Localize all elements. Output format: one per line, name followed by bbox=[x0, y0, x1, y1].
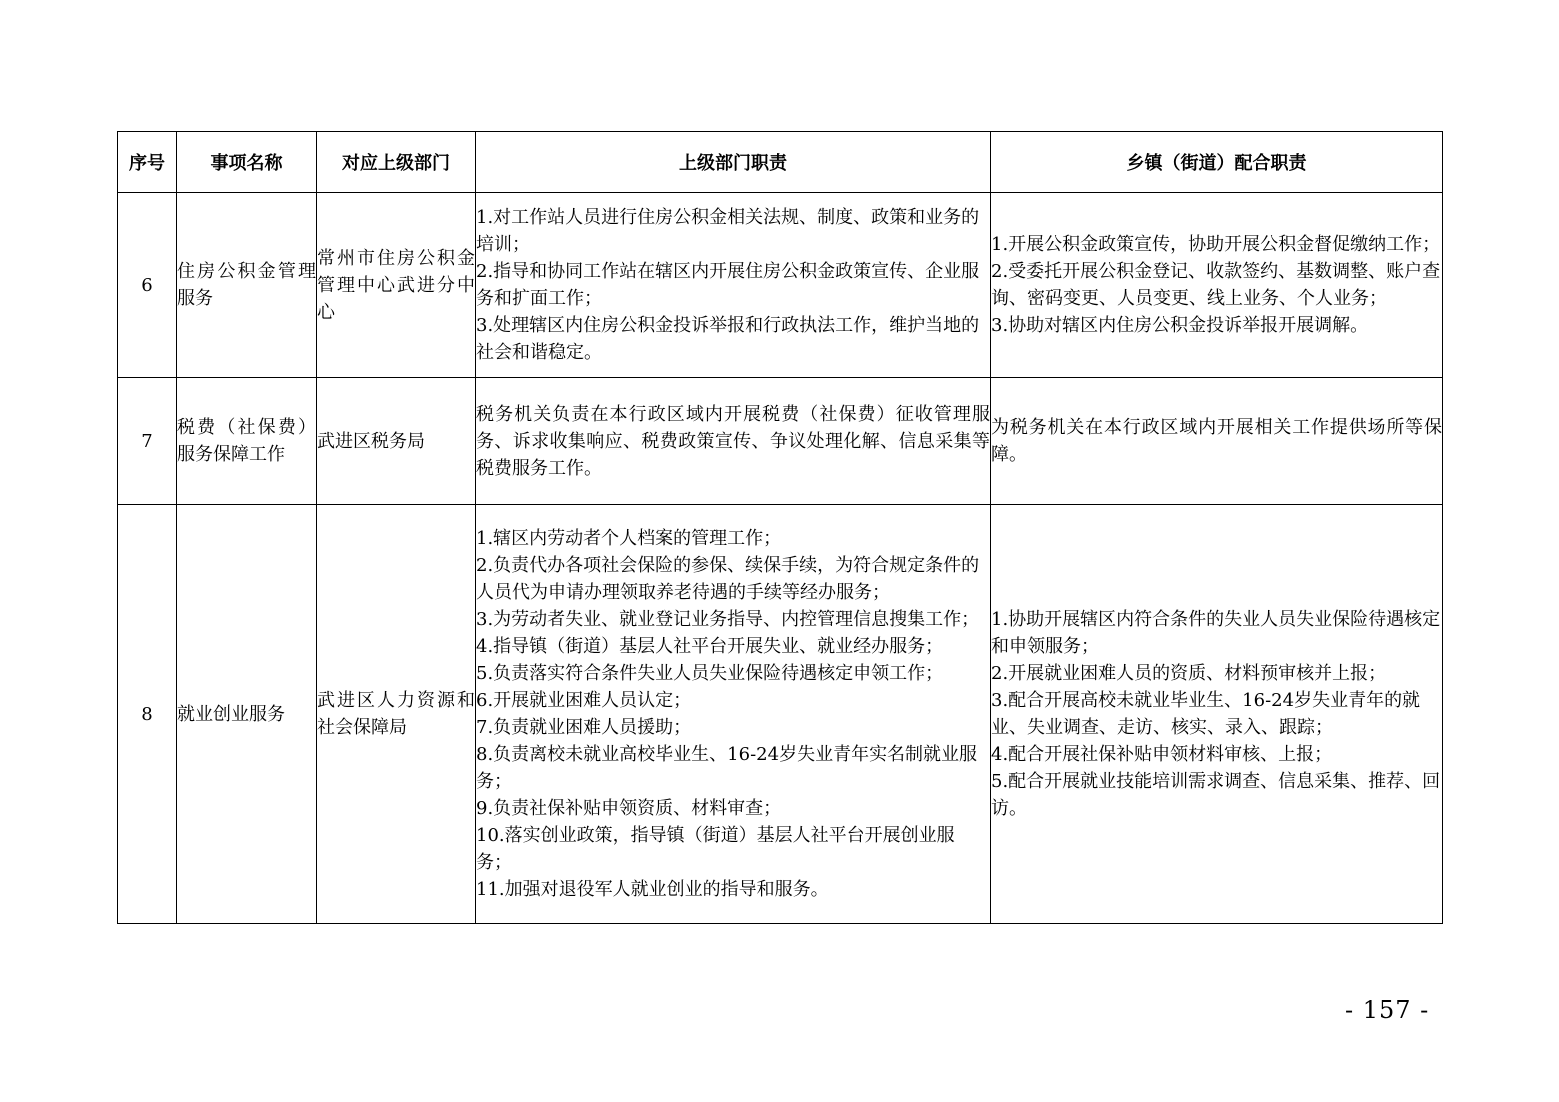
duty-item: 8.负责离校未就业高校毕业生、16-24岁失业青年实名制就业服务； bbox=[476, 744, 978, 792]
header-seq: 序号 bbox=[118, 132, 177, 193]
duty-item: 10.落实创业政策，指导镇（街道）基层人社平台开展创业服务； bbox=[476, 825, 955, 873]
row-upper-duties bbox=[476, 378, 991, 505]
table-row bbox=[118, 193, 1443, 378]
row-seq: 7 bbox=[118, 378, 177, 505]
duty-item: 3.协助对辖区内住房公积金投诉举报开展调解。 bbox=[991, 315, 1369, 336]
row-item-name: 住房公积金管理服务 bbox=[177, 193, 317, 378]
row-seq: 8 bbox=[118, 505, 177, 924]
duty-item: 11.加强对退役军人就业创业的指导和服务。 bbox=[476, 879, 829, 900]
duty-item: 4.指导镇（街道）基层人社平台开展失业、就业经办服务； bbox=[476, 636, 944, 657]
row-item-name: 就业创业服务 bbox=[177, 505, 317, 924]
table-row bbox=[118, 505, 1443, 924]
duty-item: 1.辖区内劳动者个人档案的管理工作； bbox=[476, 528, 782, 549]
duty-item: 2.开展就业困难人员的资质、材料预审核并上报； bbox=[991, 663, 1387, 684]
row-town-duties bbox=[991, 378, 1443, 505]
duty-item: 6.开展就业困难人员认定； bbox=[476, 690, 692, 711]
duty-item: 1.协助开展辖区内符合条件的失业人员失业保险待遇核定和申领服务； bbox=[991, 609, 1441, 657]
duty-table bbox=[117, 131, 1443, 924]
duty-item: 3.处理辖区内住房公积金投诉举报和行政执法工作，维护当地的社会和谐稳定。 bbox=[476, 315, 980, 363]
row-seq: 6 bbox=[118, 193, 177, 378]
duty-item: 2.受委托开展公积金登记、收款签约、基数调整、账户查询、密码变更、人员变更、线上业务、个人业务； bbox=[991, 261, 1441, 309]
row-upper-dept: 武进区税务局 bbox=[317, 378, 476, 505]
row-upper-duties bbox=[476, 193, 991, 378]
header-row bbox=[118, 132, 1443, 193]
row-town-duties bbox=[991, 193, 1443, 378]
row-upper-dept: 常州市住房公积金管理中心武进分中心 bbox=[317, 193, 476, 378]
row-upper-dept: 武进区人力资源和社会保障局 bbox=[317, 505, 476, 924]
duty-item: 5.负责落实符合条件失业人员失业保险待遇核定申领工作； bbox=[476, 663, 944, 684]
header-upper-dept: 对应上级部门 bbox=[317, 132, 476, 193]
duty-item: 3.为劳动者失业、就业登记业务指导、内控管理信息搜集工作； bbox=[476, 609, 980, 630]
duty-item: 7.负责就业困难人员援助； bbox=[476, 717, 692, 738]
duty-item: 4.配合开展社保补贴申领材料审核、上报； bbox=[991, 744, 1333, 765]
page-number: - 157 - bbox=[1345, 996, 1430, 1024]
duty-item: 3.配合开展高校未就业毕业生、16-24岁失业青年的就业、失业调查、走访、核实、录入、跟踪； bbox=[991, 690, 1421, 738]
duty-item: 5.配合开展就业技能培训需求调查、信息采集、推荐、回访。 bbox=[991, 771, 1441, 819]
duty-item: 为税务机关在本行政区域内开展相关工作提供场所等保障。 bbox=[991, 417, 1442, 465]
duty-item: 2.负责代办各项社会保险的参保、续保手续，为符合规定条件的人员代为申请办理领取养老待遇的手续等经办服务； bbox=[476, 555, 980, 603]
header-item-name: 事项名称 bbox=[177, 132, 317, 193]
duty-item: 2.指导和协同工作站在辖区内开展住房公积金政策宣传、企业服务和扩面工作； bbox=[476, 261, 980, 309]
duty-item: 9.负责社保补贴申领资质、材料审查； bbox=[476, 798, 782, 819]
header-upper-duties: 上级部门职责 bbox=[476, 132, 991, 193]
duty-item: 税务机关负责在本行政区域内开展税费（社保费）征收管理服务、诉求收集响应、税费政策宣传、争议处理化解、信息采集等税费服务工作。 bbox=[476, 403, 990, 479]
row-town-duties bbox=[991, 505, 1443, 924]
header-town-duties: 乡镇（街道）配合职责 bbox=[991, 132, 1443, 193]
table-row bbox=[118, 378, 1443, 505]
row-item-name: 税费（社保费）服务保障工作 bbox=[177, 378, 317, 505]
duty-item: 1.对工作站人员进行住房公积金相关法规、制度、政策和业务的培训； bbox=[476, 207, 980, 255]
row-upper-duties bbox=[476, 505, 991, 924]
duty-item: 1.开展公积金政策宣传，协助开展公积金督促缴纳工作； bbox=[991, 234, 1441, 255]
